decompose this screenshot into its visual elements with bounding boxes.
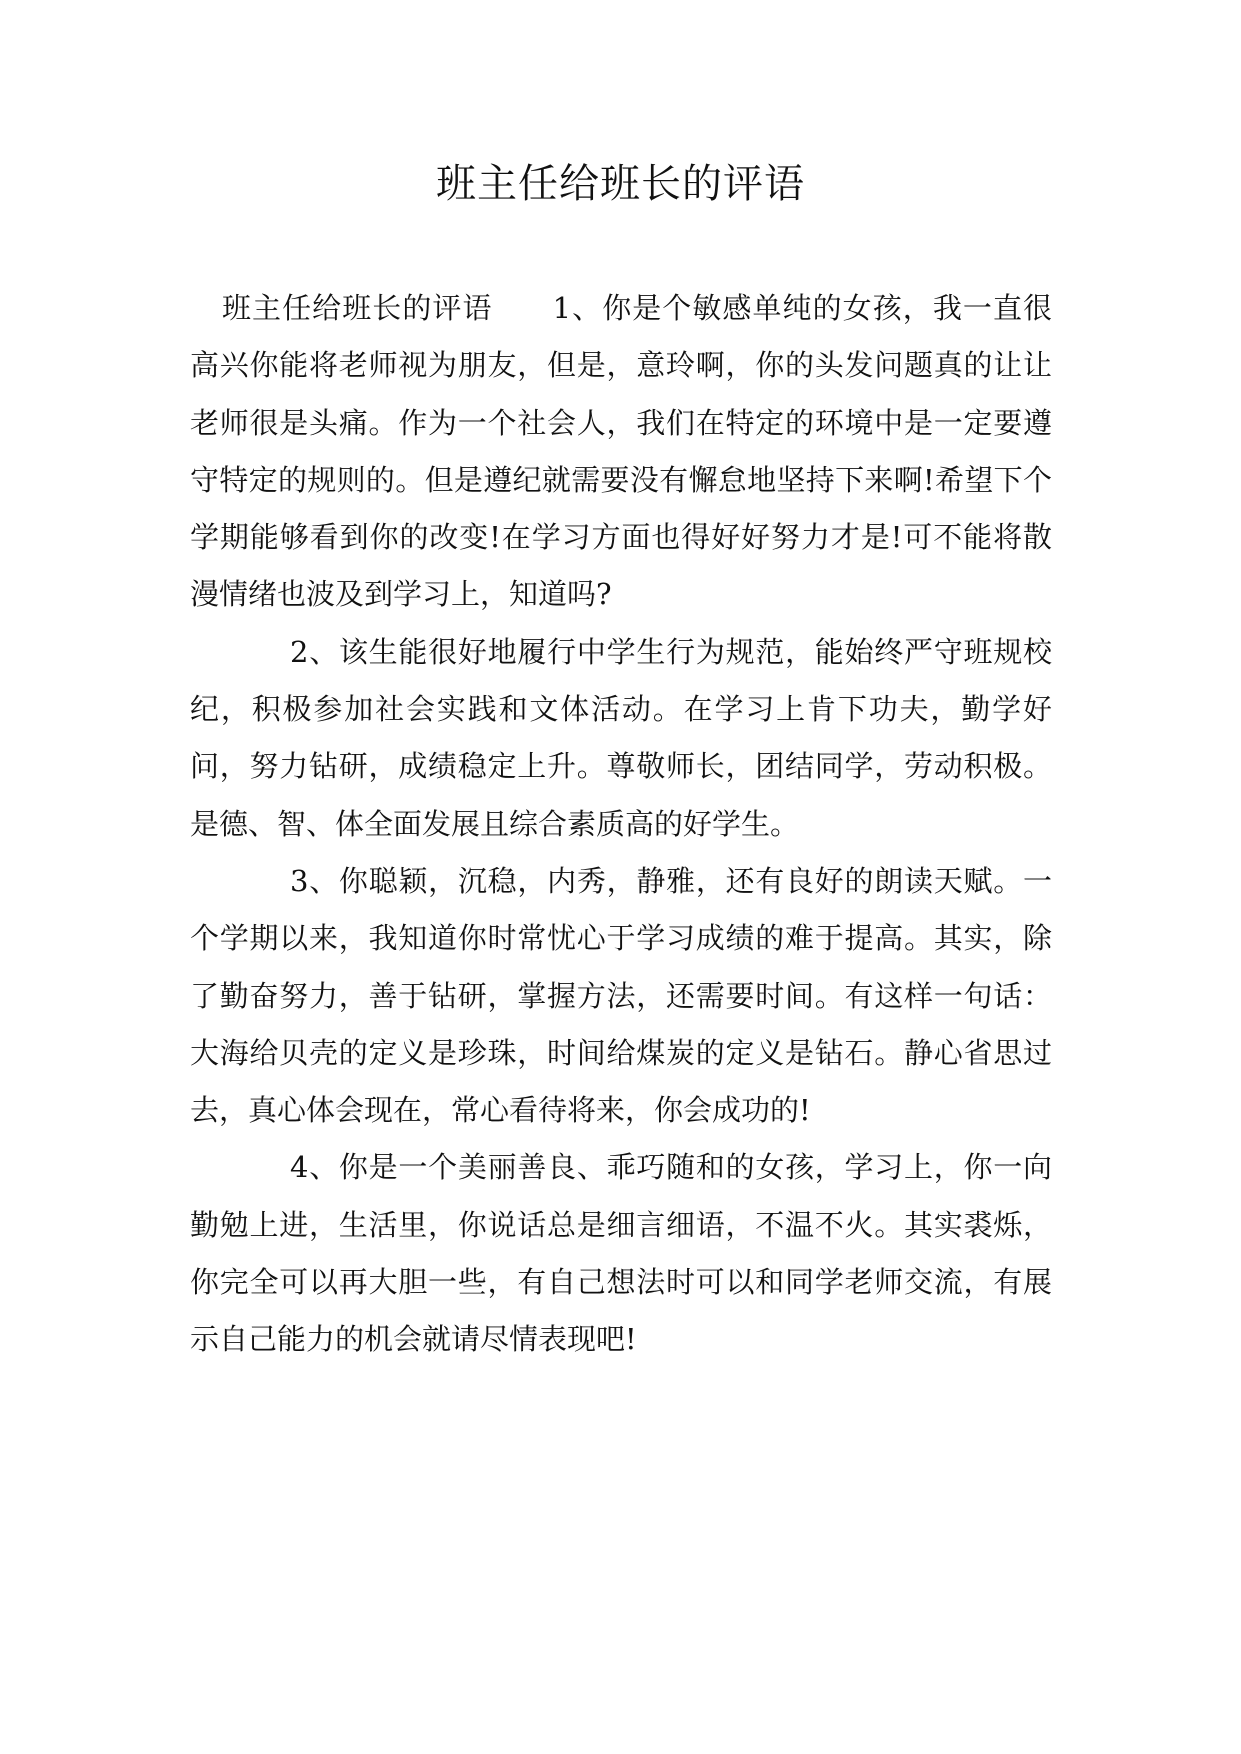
paragraph-1: 班主任给班长的评语 1、你是个敏感单纯的女孩，我一直很高兴你能将老师视为朋友，但是，意玲啊，你的头发问题真的让让老师很是头痛。作为一个社会人，我们在特定的环境中是一定要遵守特定的规则的。但是遵纪就需要没有懈怠地坚持下来啊!希望下个学期能够看到你的改变!在学习方面也得好好努力才是!可不能将散漫情绪也波及到学习上，知道吗?	[190, 291, 1052, 612]
document-title: 班主任给班长的评语	[436, 161, 805, 207]
paragraph-2: 2、该生能很好地履行中学生行为规范，能始终严守班规校纪，积极参加社会实践和文体活动。在学习上肯下功夫，勤学好问，努力钻研，成绩稳定上升。尊敬师长，团结同学，劳动积极。是德、智、体全面发展且综合素质高的好学生。	[190, 634, 1052, 841]
paragraph-3: 3、你聪颖，沉稳，内秀，静雅，还有良好的朗读天赋。一个学期以来，我知道你时常忧心于学习成绩的难于提高。其实，除了勤奋努力，善于钻研，掌握方法，还需要时间。有这样一句话：大海给贝壳的定义是珍珠，时间给煤炭的定义是钻石。静心省思过去，真心体会现在，常心看待将来，你会成功的!	[190, 863, 1052, 1128]
paragraph-4: 4、你是一个美丽善良、乖巧随和的女孩，学习上，你一向勤勉上进，生活里，你说话总是细言细语，不温不火。其实裘烁，你完全可以再大胆一些，有自己想法时可以和同学老师交流，有展示自己能力的机会就请尽情表现吧!	[190, 1150, 1052, 1357]
document-body	[190, 280, 1052, 1369]
